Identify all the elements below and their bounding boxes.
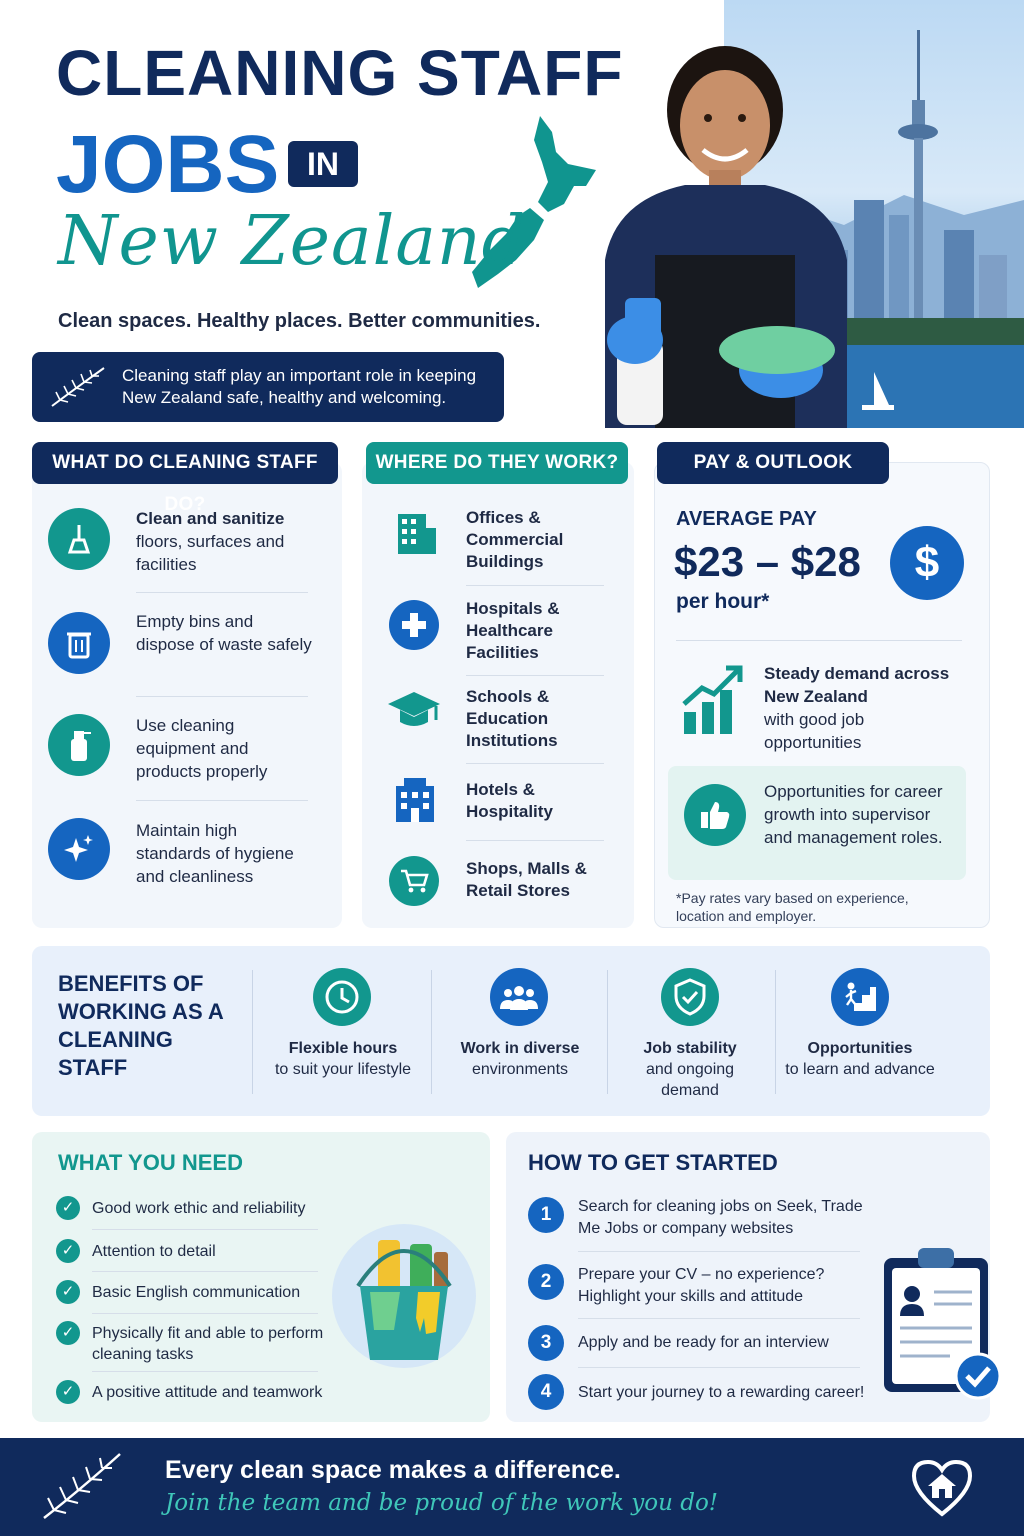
needs-title: WHAT YOU NEED	[58, 1150, 243, 1175]
workplace-item-5: Shops, Malls & Retail Stores	[466, 859, 587, 900]
cleaning-bucket-illustration	[330, 1222, 478, 1370]
workplaces-header: WHERE DO THEY WORK?	[366, 442, 628, 484]
duties-header: WHAT DO CLEANING STAFF DO?	[32, 442, 338, 484]
clipboard-check-icon	[880, 1242, 1000, 1406]
step-text-3: Apply and be ready for an interview	[578, 1334, 829, 1351]
divider	[466, 840, 604, 841]
growth-chart-icon	[680, 664, 744, 736]
duty-item-1-bold: Clean and sanitize	[136, 509, 285, 528]
footer-headline: Every clean space makes a difference.	[165, 1456, 621, 1484]
check-icon: ✓	[56, 1239, 80, 1263]
benefit-item-4-text: to learn and advance	[785, 1061, 935, 1078]
step-number-2: 2	[528, 1264, 564, 1300]
need-item-4: Physically fit and able to perform cleaning tasks	[92, 1325, 324, 1363]
benefit-item-2	[445, 1038, 595, 1080]
divider	[607, 970, 608, 1094]
mop-icon	[48, 508, 110, 570]
hero-title-in-badge: IN	[288, 141, 358, 187]
benefit-item-1-text: to suit your lifestyle	[274, 1061, 412, 1078]
need-item-5: A positive attitude and teamwork	[92, 1384, 323, 1401]
check-icon: ✓	[56, 1321, 80, 1345]
benefit-item-4	[785, 1038, 935, 1080]
pay-unit: per hour*	[676, 590, 770, 613]
divider	[466, 763, 604, 764]
workplace-item-2: Hospitals & Healthcare Facilities	[466, 599, 560, 662]
hero-note	[32, 352, 504, 422]
benefit-item-1	[268, 1038, 418, 1080]
divider	[92, 1371, 318, 1372]
step-number-4: 4	[528, 1374, 564, 1410]
check-icon: ✓	[56, 1280, 80, 1304]
sparkle-icon	[48, 818, 110, 880]
dollar-icon: $	[890, 526, 964, 600]
step-number-3: 3	[528, 1325, 564, 1361]
spray-bottle-icon	[48, 714, 110, 776]
pay-demand	[764, 662, 954, 754]
benefit-item-4-bold: Opportunities	[807, 1040, 913, 1057]
divider	[252, 970, 253, 1094]
hero-title-line3: New Zealand	[58, 202, 527, 281]
benefit-item-2-bold: Work in diverse	[460, 1040, 580, 1057]
heart-home-icon	[910, 1456, 974, 1518]
benefit-item-1-bold: Flexible hours	[288, 1040, 398, 1057]
check-icon: ✓	[56, 1196, 80, 1220]
check-icon: ✓	[56, 1380, 80, 1404]
step-text-2: Prepare your CV – no experience? Highlight your skills and attitude	[578, 1266, 825, 1305]
need-item-1: Good work ethic and reliability	[92, 1200, 306, 1217]
divider	[578, 1251, 860, 1252]
benefit-item-3	[615, 1038, 765, 1101]
divider	[578, 1318, 860, 1319]
duty-item-1	[136, 507, 326, 576]
benefits-title: BENEFITS OF WORKING AS A CLEANING STAFF	[58, 971, 223, 1080]
people-icon	[490, 968, 548, 1026]
divider	[466, 675, 604, 676]
divider	[136, 696, 308, 697]
step-text-1: Search for cleaning jobs on Seek, Trade Me Jobs or company websites	[578, 1198, 863, 1237]
duty-item-3: Use cleaning equipment and products properly	[136, 716, 268, 781]
pay-header: PAY & OUTLOOK	[657, 442, 889, 484]
thumbs-up-icon	[684, 784, 746, 846]
workplace-item-4: Hotels & Hospitality	[466, 780, 553, 821]
divider	[466, 585, 604, 586]
step-text-4: Start your journey to a rewarding career!	[578, 1384, 865, 1401]
pay-demand-bold: Steady demand across New Zealand	[764, 664, 950, 706]
divider	[136, 800, 308, 801]
step-number-1: 1	[528, 1197, 564, 1233]
trash-bin-icon	[48, 612, 110, 674]
fern-icon	[50, 366, 106, 408]
benefit-item-3-text: and ongoing demand	[645, 1061, 735, 1099]
hero-tagline: Clean spaces. Healthy places. Better communities.	[58, 310, 541, 332]
hero-title-line1: CLEANING STAFF	[56, 37, 624, 109]
workplace-item-3: Schools & Education Institutions	[466, 687, 558, 750]
duty-item-4: Maintain high standards of hygiene and cleanliness	[136, 821, 294, 886]
duty-item-2: Empty bins and dispose of waste safely	[136, 612, 312, 654]
hotel-icon	[392, 776, 438, 824]
divider	[92, 1271, 318, 1272]
duty-item-1-text: floors, surfaces and facilities	[136, 532, 285, 574]
divider	[92, 1229, 318, 1230]
pay-growth-text: Opportunities for career growth into supervisor and management roles.	[764, 782, 943, 847]
hero-title-line2: JOBS	[56, 119, 280, 210]
shield-check-icon	[661, 968, 719, 1026]
divider	[578, 1367, 860, 1368]
stairs-climb-icon	[831, 968, 889, 1026]
pay-demand-text: with good job opportunities	[764, 710, 865, 752]
divider	[775, 970, 776, 1094]
pay-label: AVERAGE PAY	[676, 508, 817, 530]
fern-icon	[40, 1450, 124, 1522]
medical-cross-icon	[389, 600, 439, 650]
divider	[136, 592, 308, 593]
divider	[92, 1313, 318, 1314]
howto-title: HOW TO GET STARTED	[528, 1150, 778, 1175]
need-item-2: Attention to detail	[92, 1243, 216, 1260]
benefit-item-3-bold: Job stability	[643, 1040, 737, 1057]
divider	[676, 640, 962, 641]
footer-subline: Join the team and be proud of the work you do!	[165, 1490, 719, 1516]
cleaner-photo	[585, 40, 865, 428]
pay-footnote: *Pay rates vary based on experience, location and employer.	[676, 890, 909, 924]
need-item-3: Basic English communication	[92, 1284, 301, 1301]
shopping-cart-icon	[389, 856, 439, 906]
workplace-item-1: Offices & Commercial Buildings	[466, 508, 564, 571]
graduation-cap-icon	[386, 688, 442, 730]
office-building-icon	[390, 510, 438, 556]
pay-amount: $23 – $28	[674, 538, 861, 585]
clock-icon	[313, 968, 371, 1026]
benefit-item-2-text: environments	[471, 1061, 569, 1078]
hero-note-text: Cleaning staff play an important role in keeping New Zealand safe, healthy and welcoming.	[122, 366, 477, 407]
divider	[431, 970, 432, 1094]
footer-banner	[0, 1438, 1024, 1536]
